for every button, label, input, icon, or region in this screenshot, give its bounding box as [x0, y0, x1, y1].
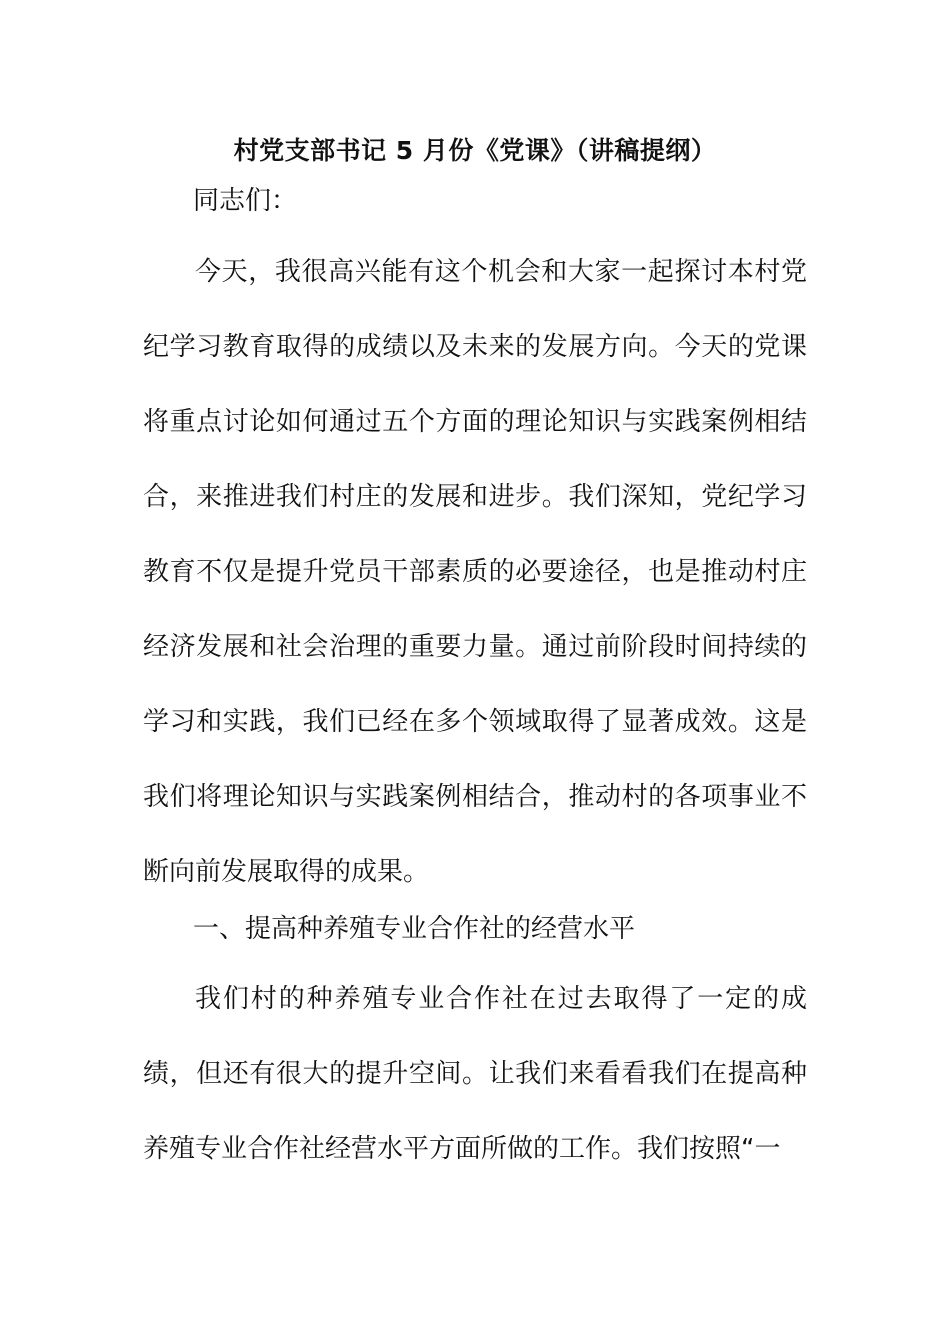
- body-paragraph-1: 今天，我很高兴能有这个机会和大家一起探讨本村党纪学习教育取得的成绩以及未来的发展方向。今天的党课将重点讨论如何通过五个方面的理论知识与实践案例相结合，来推进我们村庄的发展和进步。我们深知，党纪学习教育不仅是提升党员干部素质的必要途径，也是推动村庄经济发展和社会治理的重要力量。通过前阶段时间持续的学习和实践，我们已经在多个领域取得了显著成效。这是我们将理论知识与实践案例相结合，推动村的各项事业不断向前发展取得的成果。: [143, 257, 807, 887]
- salutation: 同志们：: [193, 186, 298, 216]
- body-paragraph-2: 我们村的种养殖专业合作社在过去取得了一定的成绩，但还有很大的提升空间。让我们来看看我们在提高种养殖专业合作社经营水平方面所做的工作。我们按照“一: [143, 984, 807, 1164]
- section-heading-1: 一、提高种养殖专业合作社的经营水平: [193, 914, 636, 944]
- document-title: 村党支部书记 5 月份《党课》（讲稿提纲）: [233, 136, 717, 165]
